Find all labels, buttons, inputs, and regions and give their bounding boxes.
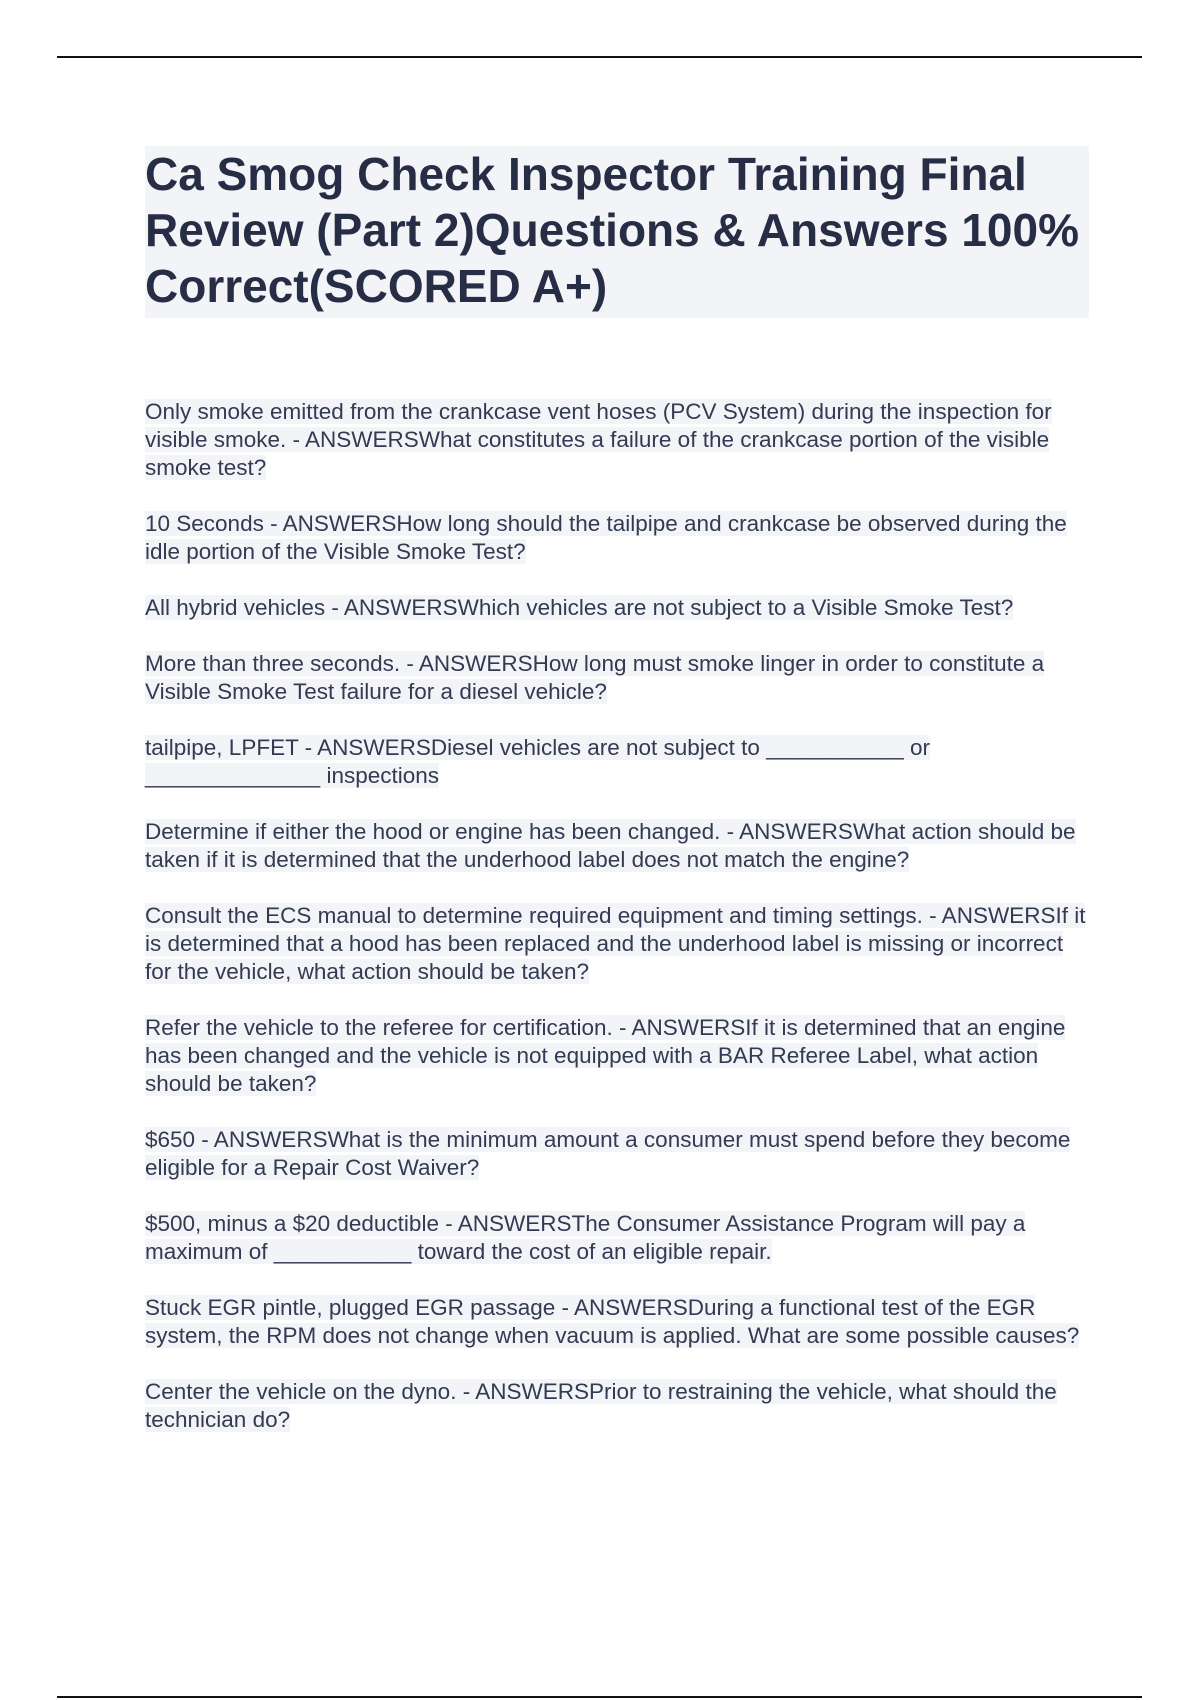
qa-text: $500, minus a $20 deductible - ANSWERSThe Consumer Assistance Program will pay a maximum of ___________ toward the cost of an eligible repair. <box>145 1211 1026 1264</box>
qa-item <box>145 1210 1089 1266</box>
qa-text: tailpipe, LPFET - ANSWERSDiesel vehicles are not subject to ___________ or ______________ inspections <box>145 735 931 788</box>
qa-item <box>145 818 1089 874</box>
qa-item <box>145 398 1089 482</box>
qa-text: Refer the vehicle to the referee for certification. - ANSWERSIf it is determined that an engine has been changed and the vehicle is not equipped with a BAR Referee Label, what action should be taken? <box>145 1015 1066 1096</box>
qa-item <box>145 510 1089 566</box>
qa-text: $650 - ANSWERSWhat is the minimum amount a consumer must spend before they become eligible for a Repair Cost Waiver? <box>145 1127 1071 1180</box>
qa-item <box>145 1294 1089 1350</box>
qa-text: Consult the ECS manual to determine required equipment and timing settings. - ANSWERSIf it is determined that a hood has been replaced and the underhood label is missing or incorrect for the vehicle, what action should be taken? <box>145 903 1086 984</box>
qa-text: Stuck EGR pintle, plugged EGR passage - ANSWERSDuring a functional test of the EGR system, the RPM does not change when vacuum is applied. What are some possible causes? <box>145 1295 1080 1348</box>
top-rule <box>57 56 1142 58</box>
qa-text: More than three seconds. - ANSWERSHow long must smoke linger in order to constitute a Visible Smoke Test failure for a diesel vehicle? <box>145 651 1045 704</box>
qa-item <box>145 594 1089 622</box>
document-body <box>145 146 1089 1462</box>
qa-text: 10 Seconds - ANSWERSHow long should the tailpipe and crankcase be observed during the idle portion of the Visible Smoke Test? <box>145 511 1067 564</box>
qa-text: Only smoke emitted from the crankcase vent hoses (PCV System) during the inspection for visible smoke. - ANSWERSWhat constitutes a failure of the crankcase portion of the visible smoke test? <box>145 399 1052 480</box>
document-title: Ca Smog Check Inspector Training Final Review (Part 2)Questions & Answers 100% Correct(SCORED A+) <box>145 148 1079 312</box>
qa-text: All hybrid vehicles - ANSWERSWhich vehicles are not subject to a Visible Smoke Test? <box>145 595 1014 620</box>
qa-text: Determine if either the hood or engine has been changed. - ANSWERSWhat action should be taken if it is determined that the underhood label does not match the engine? <box>145 819 1076 872</box>
qa-text: Center the vehicle on the dyno. - ANSWERSPrior to restraining the vehicle, what should the technician do? <box>145 1379 1057 1432</box>
qa-item <box>145 902 1089 986</box>
qa-item <box>145 1378 1089 1434</box>
qa-item <box>145 1126 1089 1182</box>
qa-item <box>145 650 1089 706</box>
qa-list <box>145 398 1089 1434</box>
qa-item <box>145 734 1089 790</box>
title-block <box>145 146 1089 318</box>
qa-item <box>145 1014 1089 1098</box>
bottom-rule <box>57 1696 1142 1698</box>
